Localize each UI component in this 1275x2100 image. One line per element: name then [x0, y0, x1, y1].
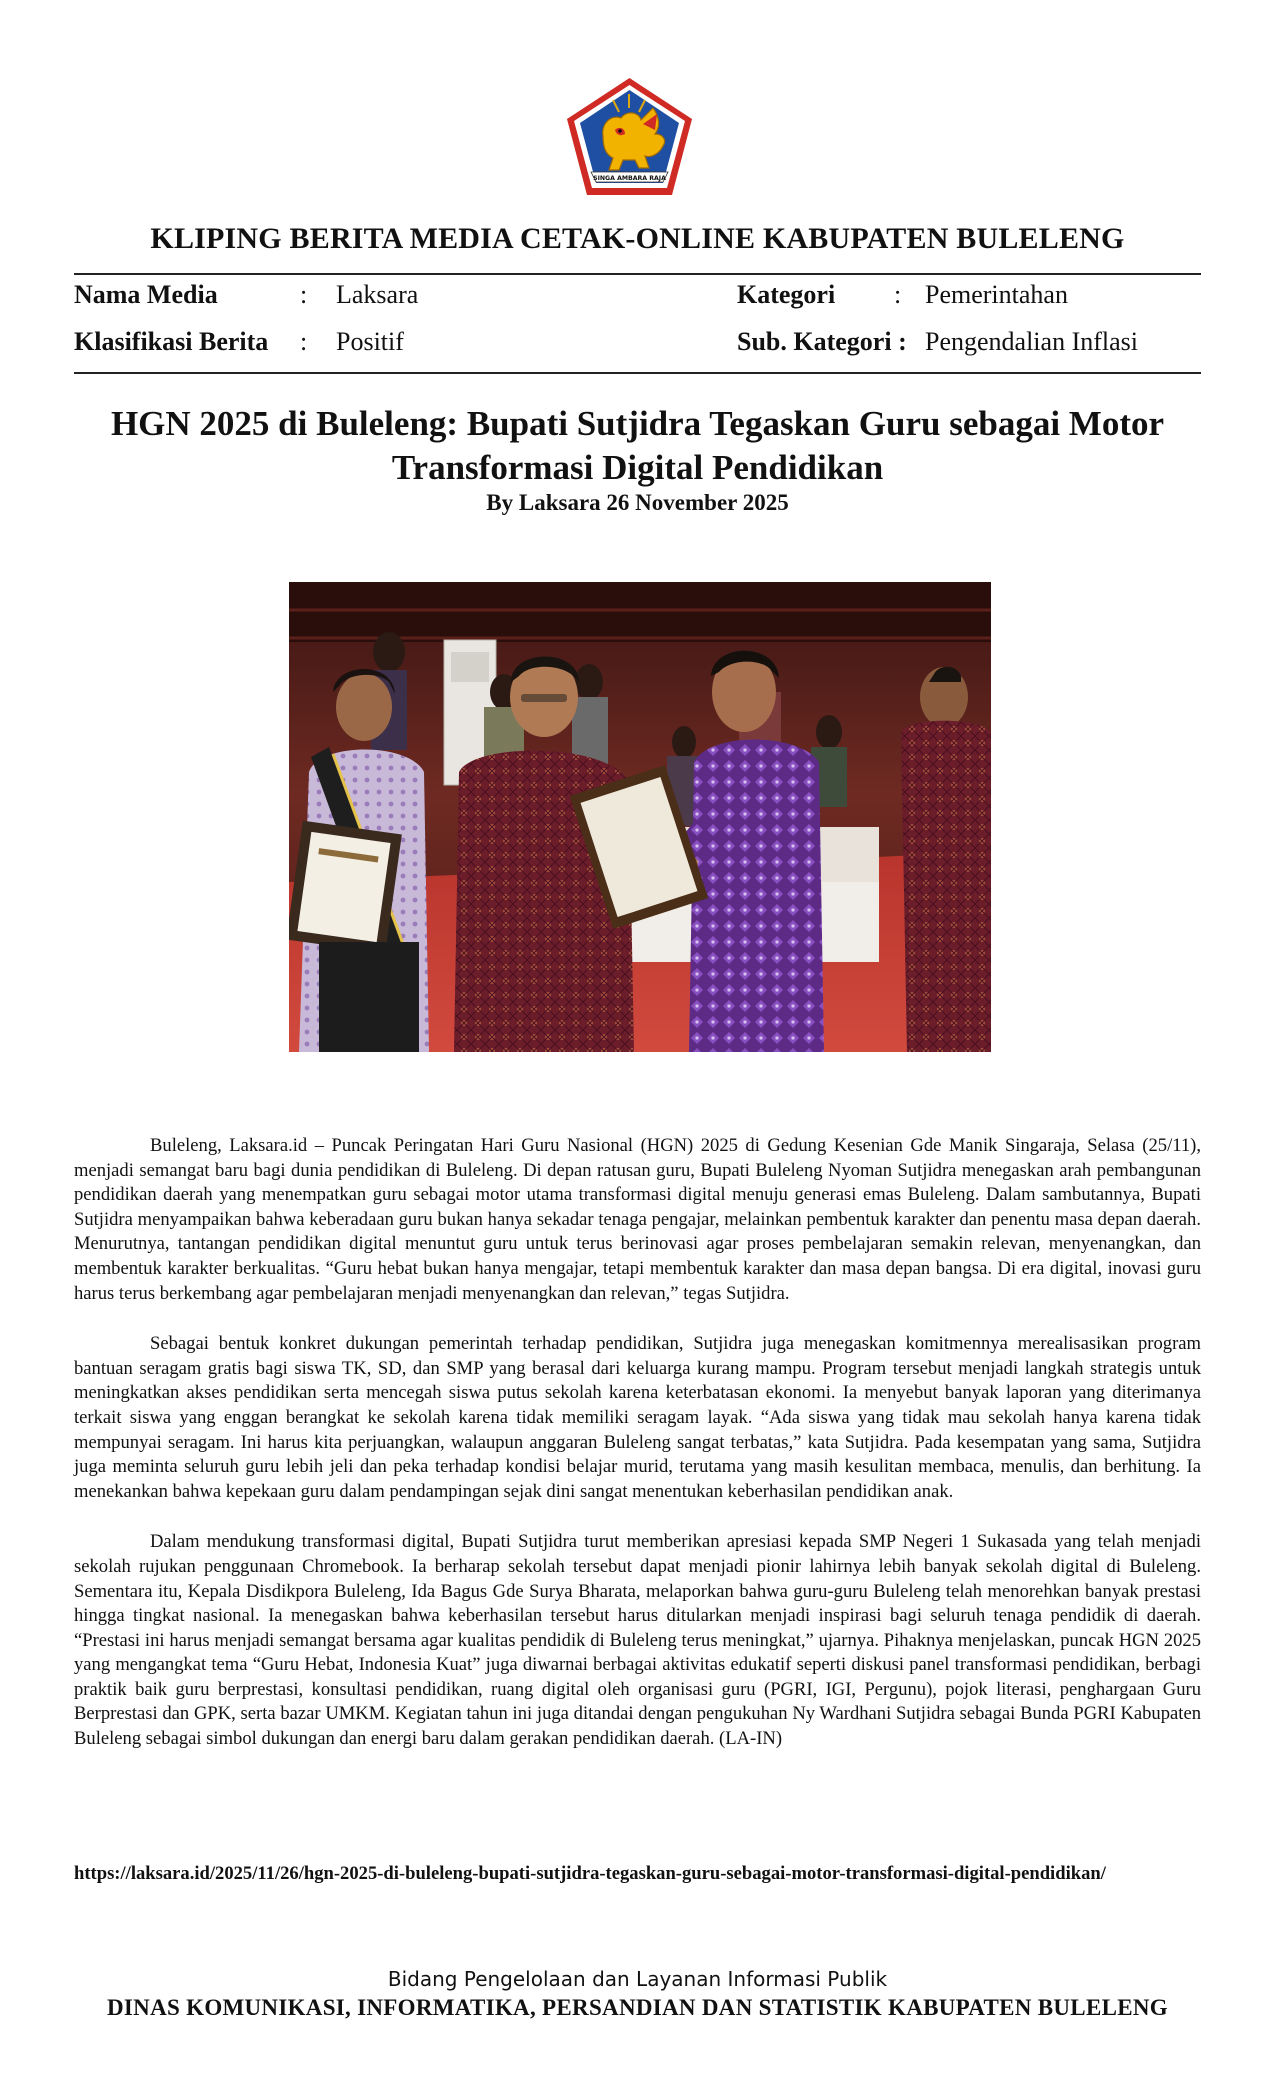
- logo-motto: SINGA AMBARA RAJA: [593, 175, 666, 182]
- meta-row-klasifikasi: [74, 327, 634, 357]
- kategori-value: Pemerintahan: [925, 280, 1068, 309]
- header-divider-bottom: [74, 372, 1201, 374]
- nama-media-value: Laksara: [336, 280, 419, 309]
- meta-row-nama-media: [74, 280, 634, 310]
- klasifikasi-colon: :: [300, 327, 308, 356]
- nama-media-colon: :: [300, 280, 308, 309]
- article-headline: HGN 2025 di Buleleng: Bupati Sutjidra Tegaskan Guru sebagai Motor Transformasi Digital Pendidikan: [110, 404, 1165, 487]
- kategori-colon: :: [894, 280, 902, 309]
- footer-division: Bidang Pengelolaan dan Layanan Informasi Publik: [387, 1967, 888, 1991]
- article-photo: [289, 582, 991, 1052]
- kategori-label: Kategori: [737, 280, 836, 309]
- footer-agency: DINAS KOMUNIKASI, INFORMATIKA, PERSANDIAN DAN STATISTIK KABUPATEN BULELENG: [107, 1995, 1168, 2020]
- sub-kategori-value: Pengendalian Inflasi: [925, 327, 1138, 356]
- article-paragraph-1: Buleleng, Laksara.id – Puncak Peringatan Hari Guru Nasional (HGN) 2025 di Gedung Kesenian Gde Manik Singaraja, Selasa (25/11), menjadi semangat baru bagi dunia pendidikan di Buleleng. Di depan ratusan guru, Bupati Buleleng Nyoman Sutjidra menegaskan arah pembangunan pendidikan daerah yang menempatkan guru sebagai motor utama transformasi digital menuju generasi emas Buleleng. Dalam sambutannya, Bupati Sutjidra menyampaikan bahwa keberadaan guru bukan hanya sekadar tenaga pengajar, melainkan pembentuk karakter dan penentu masa depan daerah. Menurutnya, tantangan pendidikan digital menuntut guru untuk terus berinovasi agar proses pembelajaran semakin relevan, menyenangkan, dan membentuk karakter berkualitas. “Guru hebat bukan hanya mengajar, tetapi membentuk karakter dan masa depan bangsa. Di era digital, inovasi guru harus terus berkembang agar pembelajaran menjadi menyenangkan dan relevan,” tegas Sutjidra.: [74, 1135, 1201, 1304]
- meta-row-sub-kategori: [737, 327, 1201, 357]
- nama-media-label: Nama Media: [74, 280, 218, 309]
- article-paragraph-2: Sebagai bentuk konkret dukungan pemerintah terhadap pendidikan, Sutjidra juga menegaskan komitmennya merealisasikan program bantuan seragam gratis bagi siswa TK, SD, dan SMP yang berasal dari keluarga kurang mampu. Program tersebut menjadi langkah strategis untuk meningkatkan akses pendidikan serta mencegah siswa putus sekolah karena keterbatasan ekonomi. Ia menyebut banyak laporan yang diterimanya terkait siswa yang enggan berangkat ke sekolah karena tidak memiliki seragam layak. “Ada siswa yang tidak mau sekolah hanya karena tidak mempunyai seragam. Ini harus kita perjuangkan, walaupun anggaran Buleleng sangat terbatas,” kata Sutjidra. Pada kesempatan yang sama, Sutjidra juga meminta seluruh guru lebih jeli dan peka terhadap kondisi belajar murid, terutama yang masih kesulitan membaca, menulis, dan berhitung. Ia menekankan bahwa kepekaan guru dalam pendampingan sejak dini sangat menentukan keberhasilan pendidikan anak.: [74, 1333, 1201, 1502]
- klasifikasi-label: Klasifikasi Berita: [74, 327, 269, 356]
- klasifikasi-value: Positif: [336, 327, 404, 356]
- meta-row-kategori: [737, 280, 1201, 310]
- article-paragraph-3: Dalam mendukung transformasi digital, Bupati Sutjidra turut memberikan apresiasi kepada SMP Negeri 1 Sukasada yang telah menjadi sekolah rujukan penggunaan Chromebook. Ia berharap sekolah tersebut dapat menjadi pionir lahirnya lebih banyak sekolah digital di Buleleng. Sementara itu, Kepala Disdikpora Buleleng, Ida Bagus Gde Surya Bharata, melaporkan bahwa guru-guru Buleleng telah menorehkan banyak prestasi hingga tingkat nasional. Ia menegaskan bahwa keberhasilan tersebut harus ditularkan menjadi inspirasi bagi seluruh tenaga pendidik di daerah. “Prestasi ini harus menjadi semangat bersama agar kualitas pendidik di Buleleng terus meningkat,” ujarnya. Pihaknya menjelaskan, puncak HGN 2025 yang mengangkat tema “Guru Hebat, Indonesia Kuat” juga diwarnai berbagai aktivitas edukatif seperti diskusi panel transformasi pendidikan, berbagi praktik baik guru berprestasi, konsultasi pendidikan, ruang digital oleh organisasi guru (PGRI, IGI, Pergunu), pojok literasi, penghargaan Guru Berprestasi dan GPK, serta bazar UMKM. Kegiatan tahun ini juga ditandai dengan pengukuhan Ny Wardhani Sutjidra sebagai Bunda PGRI Kabupaten Buleleng sebagai simbol dukungan dan energi baru dalam gerakan pendidikan daerah. (LA-IN): [74, 1531, 1201, 1750]
- document-title: KLIPING BERITA MEDIA CETAK-ONLINE KABUPATEN BULELENG: [150, 222, 1125, 255]
- article-byline: By Laksara 26 November 2025: [486, 490, 789, 515]
- article-body: [74, 1134, 1201, 1778]
- header-divider-top: [74, 273, 1201, 275]
- sub-kategori-label: Sub. Kategori :: [737, 327, 907, 356]
- source-url[interactable]: https://laksara.id/2025/11/26/hgn-2025-di-buleleng-bupati-sutjidra-tegaskan-guru-sebagai-motor-transformasi-digital-pendidikan/: [74, 1863, 1106, 1884]
- buleleng-regency-logo: [563, 74, 696, 199]
